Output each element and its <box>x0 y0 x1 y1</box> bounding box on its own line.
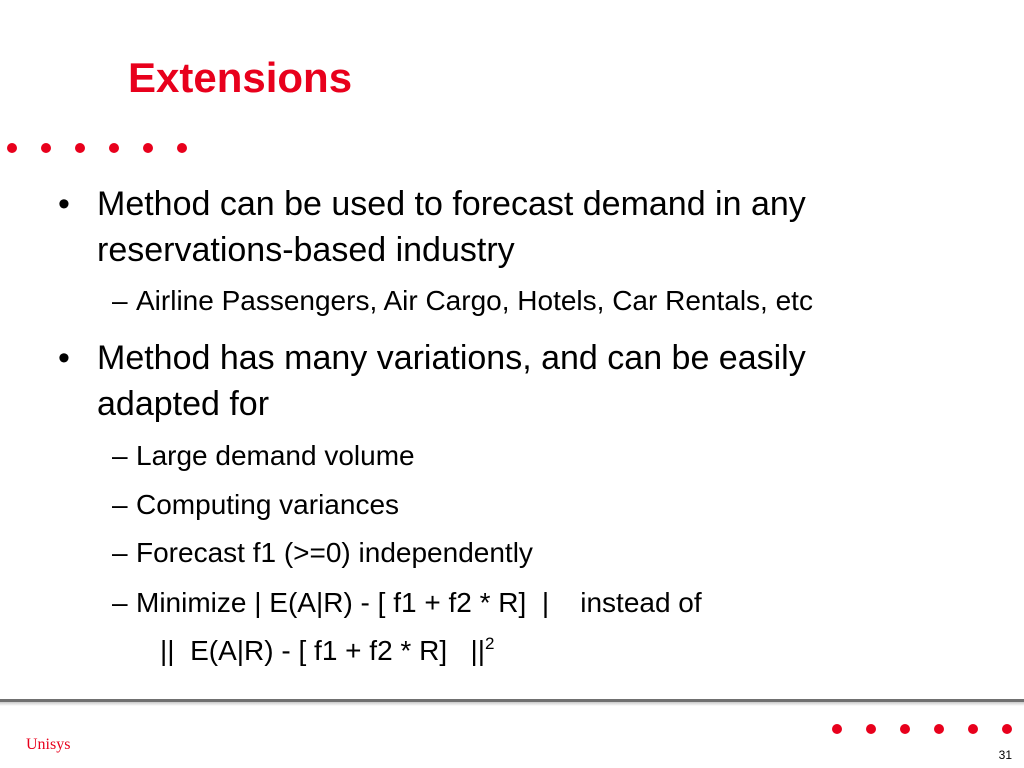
formula-line <box>160 634 494 668</box>
sub-bullet-text: Computing variances <box>136 489 400 520</box>
sub-bullet-marker: – <box>112 440 128 471</box>
formula-text: || E(A|R) - [ f1 + f2 * R] || <box>160 635 485 666</box>
decorative-dot <box>143 143 153 153</box>
decorative-dot <box>934 724 944 734</box>
formula-exponent: 2 <box>485 634 495 653</box>
top-decorative-dots <box>7 143 197 157</box>
brand-logo-text: Unisys <box>26 736 71 753</box>
bullet-marker: • <box>58 339 70 377</box>
sub-bullet-text: Airline Passengers, Air Cargo, Hotels, Car Rentals, etc <box>136 285 813 316</box>
bullet-text: reservations-based industry <box>97 231 515 269</box>
decorative-dot <box>900 724 910 734</box>
sub-bullet-text: Forecast f1 (>=0) independently <box>136 537 533 568</box>
page-number: 31 <box>998 748 1012 762</box>
sub-bullet-marker: – <box>112 285 128 316</box>
decorative-dot <box>75 143 85 153</box>
decorative-dot <box>109 143 119 153</box>
decorative-dot <box>1002 724 1012 734</box>
sub-bullet-marker: – <box>112 587 128 618</box>
sub-bullet-text: Minimize | E(A|R) - [ f1 + f2 * R] | instead of <box>136 587 702 618</box>
bullet-text: Method can be used to forecast demand in any <box>97 185 806 223</box>
bullet-text: adapted for <box>97 385 270 423</box>
decorative-dot <box>41 143 51 153</box>
bottom-decorative-dots <box>832 724 1012 738</box>
bullet-text: Method has many variations, and can be easily <box>97 339 806 377</box>
sub-bullet-text: Large demand volume <box>136 440 415 471</box>
sub-bullet-marker: – <box>112 489 128 520</box>
decorative-dot <box>866 724 876 734</box>
sub-bullet-marker: – <box>112 537 128 568</box>
decorative-dot <box>7 143 17 153</box>
decorative-dot <box>177 143 187 153</box>
bullet-marker: • <box>58 185 70 223</box>
decorative-dot <box>832 724 842 734</box>
slide-title: Extensions <box>128 54 353 101</box>
decorative-dot <box>968 724 978 734</box>
footer-divider-shadow <box>0 702 1024 706</box>
